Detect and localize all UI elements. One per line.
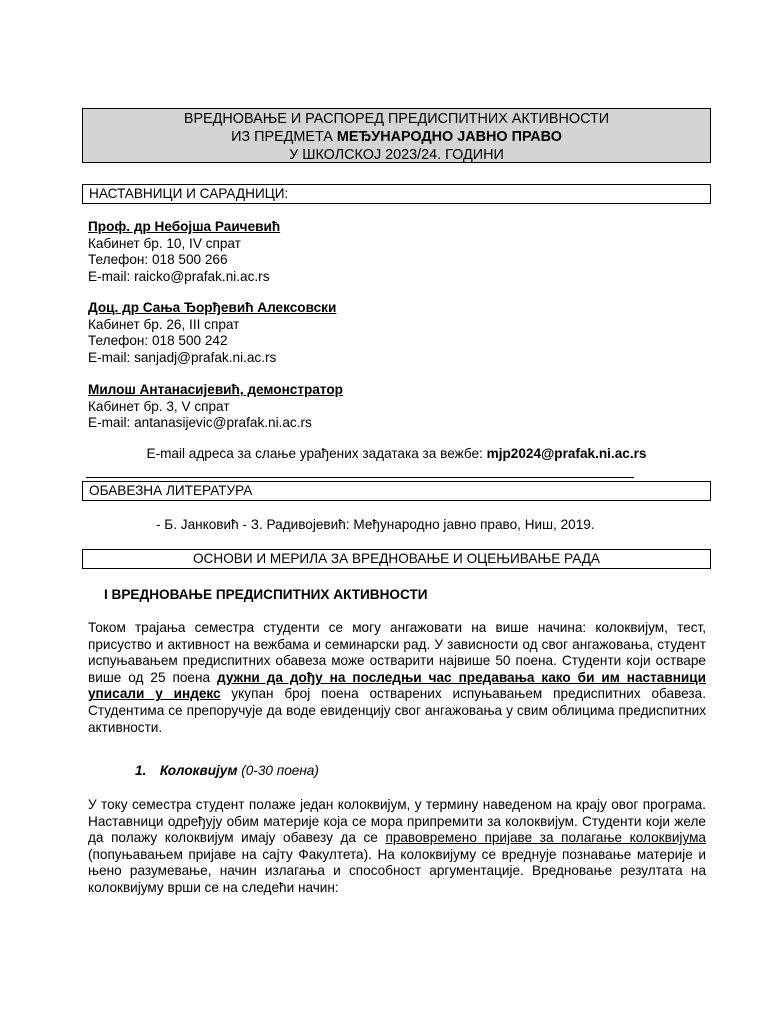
list-item-heading [135,763,319,780]
submission-email: mjp2024@prafak.ni.ac.rs [486,446,647,461]
subject-name: МЕЂУНАРОДНО ЈАВНО ПРАВО [336,129,562,145]
staff-section-title: НАСТАВНИЦИ И САРАДНИЦИ: [82,184,711,204]
staff-phone: Телефон: 018 500 242 [88,333,228,349]
emphasis-text: дужни да дођу на последњи час предавања како би им наставници уписали у индекс [88,669,706,702]
literature-item: - Б. Јанковић - З. Радивојевић: Међународно јавно право, Ниш, 2019. [156,517,595,532]
staff-email: E-mail: antanasijevic@prafak.ni.ac.rs [88,415,312,431]
staff-office: Кабинет бр. 26, III спрат [88,316,240,332]
underlined-text: правовремено пријаве за полагање колоквијума [385,830,706,846]
staff-name: Проф. др Небојша Раичевић [88,219,281,234]
staff-member [88,382,708,432]
literature-section-title: ОБАВЕЗНА ЛИТЕРАТУРА [82,481,711,501]
item-paragraph: У току семестра студент полаже један колоквијум, у термину наведеном на крају овог програма. Наставници одређују обим материје која се мора припремити за колоквијум. Студенти који желе да полажу колоквијум имају обавезу да се правовремено пријаве за полагање колоквијума (попуњавањем пријаве на сајту Факултета). На колоквијуму се вреднује познавање материје и њено разумевање, начин излагања и способност аргументације. Вредновање резултата на колоквијуму врши се на следећи начин: [88,797,706,895]
section-heading: I ВРЕДНОВАЊЕ ПРЕДИСПИТНИХ АКТИВНОСТИ [104,587,428,602]
staff-member [88,219,708,285]
staff-office: Кабинет бр. 10, IV спрат [88,235,241,251]
staff-name: Доц. др Сања Ђорђевић Алексовски [88,300,337,315]
header-line-2: ИЗ ПРЕДМЕТА МЕЂУНАРОДНО ЈАВНО ПРАВО [231,129,562,145]
section-paragraph: Током трајања семестра студенти се могу ангажовати на више начина: колоквијум, тест, присуство и активност на вежбама и семинарски рад. У зависности од свог ангажовања, студент испуњавањем предиспитних обавеза може остварити највише 50 поена. Студенти који остваре више од 25 поена дужни да дођу на последњи час предавања како би им наставници уписали у индекс укупан број поена остварених испуњавањем предиспитних обавеза. Студентима се препоручује да воде евиденцију свог ангажовања у свим облицима предиспитних активности. [88,620,706,735]
criteria-section-title: ОСНОВИ И МЕРИЛА ЗА ВРЕДНОВАЊЕ И ОЦЕЊИВАЊЕ РАДА [82,549,711,569]
list-title: Колоквијум [159,763,238,778]
document-header [82,108,711,163]
submission-label: E-mail адреса за слање урађених задатака за вежбе: [146,446,487,461]
list-points: (0-30 поена) [237,763,319,778]
list-number: 1. [135,763,147,778]
header-line-3: У ШКОЛСКОЈ 2023/24. ГОДИНИ [289,147,504,163]
staff-email: E-mail: sanjadj@prafak.ni.ac.rs [88,349,277,365]
staff-phone: Телефон: 018 500 266 [88,252,228,268]
staff-member [88,300,708,366]
divider [86,477,634,478]
staff-name: Милош Антанасијевић, демонстратор [88,382,343,397]
header-line-1: ВРЕДНОВАЊЕ И РАСПОРЕД ПРЕДИСПИТНИХ АКТИВНОСТИ [183,111,610,127]
staff-office: Кабинет бр. 3, V спрат [88,398,230,414]
staff-email: E-mail: raicko@prafak.ni.ac.rs [88,268,270,284]
submission-email-line [82,446,711,463]
